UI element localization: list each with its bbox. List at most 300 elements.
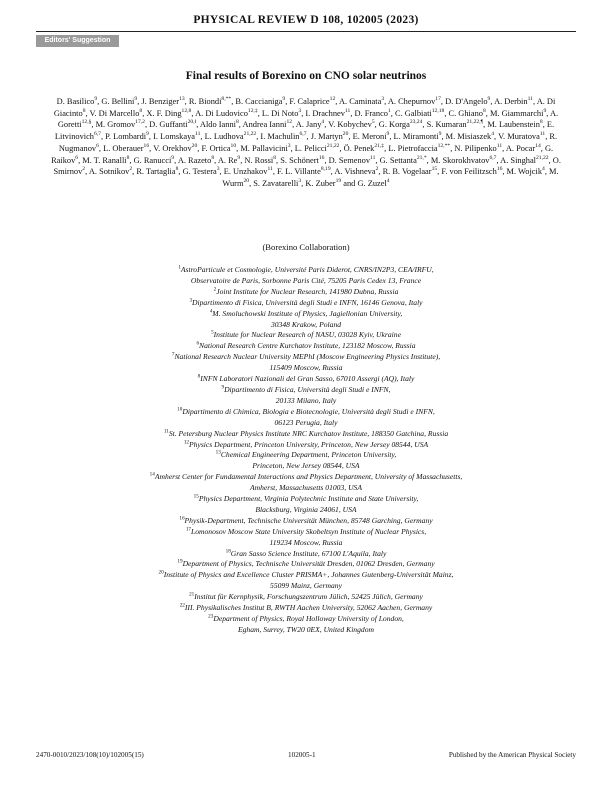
collaboration-name: (Borexino Collaboration) bbox=[262, 242, 350, 252]
author-name: D. Guffanti bbox=[149, 120, 188, 130]
author-entry bbox=[329, 156, 376, 165]
author-affiliation-marker: 11 bbox=[370, 154, 376, 161]
author-entry bbox=[253, 179, 301, 188]
author-entry bbox=[344, 144, 385, 153]
author-affiliation-marker: 12 bbox=[286, 119, 293, 126]
author-name: M. T. Ranalli bbox=[82, 155, 127, 165]
author-affiliation-marker: 5 bbox=[371, 119, 375, 126]
affiliation-text: 115409 Moscow, Russia bbox=[269, 363, 343, 373]
author-affiliation-marker: 6,7 bbox=[299, 131, 307, 138]
author-name: A. Di Ludovico bbox=[195, 108, 248, 118]
author-affiliation-marker: 6 bbox=[96, 143, 99, 150]
affiliation-line bbox=[70, 592, 542, 603]
affiliation-line bbox=[70, 276, 542, 287]
author-affiliation-marker: 8 bbox=[539, 119, 543, 126]
author-affiliation-marker: 11 bbox=[496, 143, 503, 150]
author-affiliation-marker: 8 bbox=[82, 107, 86, 114]
author-name: Aldo Ianni bbox=[199, 120, 236, 130]
affiliation-entry bbox=[70, 287, 542, 298]
author-entry bbox=[295, 144, 340, 153]
author-entry bbox=[449, 109, 486, 118]
author-entry bbox=[305, 109, 350, 118]
affiliation-number: 12 bbox=[183, 438, 190, 445]
author-affiliation-marker: 3 bbox=[298, 178, 302, 185]
affiliation-line bbox=[70, 396, 542, 407]
author-affiliation-marker: 12,§ bbox=[81, 119, 92, 126]
author-entry bbox=[445, 97, 490, 106]
author-affiliation-marker: 11 bbox=[539, 131, 546, 138]
affiliation-text: Gran Sasso Science Institute, 67100 L'Aquila, Italy bbox=[230, 548, 387, 558]
author-name: R. Nugmanov bbox=[58, 132, 558, 153]
author-name: A. Goretti bbox=[57, 108, 559, 130]
author-affiliation-marker: 9 bbox=[487, 96, 491, 103]
author-name: Andrea Ianni bbox=[242, 120, 287, 130]
affiliation-number: 16 bbox=[179, 515, 185, 522]
affiliation-text: Chemical Engineering Department, Princeton University, bbox=[220, 450, 397, 460]
affiliation-entry bbox=[70, 592, 542, 603]
affiliation-text: Observatoire de Paris, Sorbonne Paris Cité, 75205 Paris Cedex 13, France bbox=[190, 275, 422, 285]
author-affiliation-marker: 21,‡ bbox=[374, 143, 385, 150]
affiliation-text: Physics Department, Virginia Polytechnic Institute and State University, bbox=[198, 494, 419, 504]
affiliation-number: 14 bbox=[149, 471, 155, 478]
author-affiliation-marker: 16 bbox=[318, 154, 325, 161]
affiliation-line bbox=[70, 538, 542, 549]
author-affiliation-marker: 12,8 bbox=[181, 107, 192, 114]
author-name: A. Jany bbox=[295, 120, 322, 130]
author-affiliation-marker: 8 bbox=[175, 166, 179, 173]
affiliation-text: Amherst Center for Fundamental Interactions and Physics Department, University of Massachusetts, bbox=[154, 472, 463, 482]
author-name: D. Franco bbox=[354, 108, 388, 118]
author-name: P. Lombardi bbox=[105, 132, 147, 142]
affiliation-line bbox=[70, 450, 542, 461]
affiliation-number: 3 bbox=[189, 297, 193, 304]
affiliation-entry bbox=[70, 440, 542, 451]
affiliation-line bbox=[70, 330, 542, 341]
affiliation-text: St. Petersburg Nuclear Physics Institute NRC Kurchatov Institute, 188350 Gatchina, Russia bbox=[168, 428, 449, 438]
author-affiliation-marker: 19 bbox=[335, 178, 342, 185]
author-entry bbox=[506, 144, 541, 153]
author-entry bbox=[388, 97, 441, 106]
author-name: M. Pallavicini bbox=[240, 143, 288, 153]
journal-header: PHYSICAL REVIEW D 108, 102005 (2023) bbox=[193, 14, 419, 26]
author-name: F. von Feilitzsch bbox=[441, 167, 497, 177]
author-affiliation-marker: 11 bbox=[267, 166, 273, 173]
affiliation-text: Amherst, Massachusetts 01003, USA bbox=[249, 483, 362, 493]
affiliation-number: 22 bbox=[179, 602, 185, 609]
author-affiliation-marker: 11 bbox=[527, 96, 533, 103]
author-entry bbox=[487, 120, 542, 129]
author-name: L. Oberauer bbox=[103, 143, 144, 153]
author-affiliation-marker: 10 bbox=[230, 143, 237, 150]
author-entry bbox=[90, 109, 143, 118]
author-name: C. Galbiati bbox=[394, 108, 432, 118]
affiliation-text: 119234 Moscow, Russia bbox=[269, 537, 343, 547]
affiliation-entry bbox=[70, 614, 542, 636]
author-affiliation-marker: 9 bbox=[237, 154, 241, 161]
affiliation-line bbox=[70, 363, 542, 374]
author-entry bbox=[195, 109, 258, 118]
affiliation-number: 23 bbox=[208, 613, 214, 620]
affiliation-text: 06123 Perugia, Italy bbox=[274, 417, 338, 427]
author-entry bbox=[427, 120, 484, 129]
affiliation-text: Joint Institute for Nuclear Research, 141980 Dubna, Russia bbox=[216, 286, 399, 296]
author-name: S. Schönert bbox=[280, 155, 319, 165]
author-name: S. Kumaran bbox=[426, 120, 467, 130]
affiliation-line bbox=[70, 472, 542, 483]
author-affiliation-marker: 8 bbox=[235, 119, 239, 126]
author-affiliation-marker: 9 bbox=[282, 96, 286, 103]
author-affiliation-marker: 4 bbox=[321, 119, 325, 126]
author-affiliation-marker: 9 bbox=[146, 131, 149, 138]
author-name: A. Re bbox=[217, 155, 238, 165]
affiliation-number: 5 bbox=[211, 329, 214, 336]
author-affiliation-marker: 2 bbox=[375, 166, 379, 173]
affiliation-entry bbox=[70, 341, 542, 352]
author-name: G. Settanta bbox=[379, 155, 417, 165]
author-entry bbox=[89, 167, 132, 176]
author-name: N. Pilipenko bbox=[454, 143, 497, 153]
affiliation-text: Department of Physics, Royal Holloway University of London, bbox=[213, 614, 404, 623]
author-list: D. Basilico$^9$, G. Bellini$^9$, J. Benziger$^{13}$, R. Biondi$^{8,**}$, B. Caccianiga$^9$, F. Calaprice$^{12}$, A. Caminata$^3$, A. Chepurnov$^{17}$, D. D'Angelo$^9$, A. Derbin$^{11}$, A. Di Giacinto$^8$, V. Di Marcello$^8$, X. F. Ding$^{12,8}$, A. Di Ludovico$^{12,\ddagger}$, L. Di Noto$^3$, I. Drachnev$^{11}$, D. Franco$^1$, C. Galbiati$^{12,18}$, C. Ghiano$^8$, M. Giammarchi$^9$, A. Goretti$^{12,\S}$, M. Gromov$^{17,2}$, D. Guffanti$^{20,‖}$, Aldo Ianni$^8$, Andrea Ianni$^{12}$, A. Jany$^4$, V. Kobychev$^5$, G. Korga$^{23,24}$, S. Kumaran$^{21,22,\P}$, M. Laubenstein$^8$, E. Litvinovich$^{6,7}$, P. Lombardi$^9$, I. Lomskaya$^{11}$, L. Ludhova$^{21,22}$, I. Machulin$^{6,7}$, J. Martyn$^{20}$, E. Meroni$^9$, L. Miramonti$^9$, M. Misiaszek$^4$, V. Muratova$^{11}$, R. Nugmanov$^6$, L. Oberauer$^{16}$, V. Orekhov$^{20}$, F. Ortica$^{10}$, M. Pallavicini$^3$, L. Pelicci$^{21,22}$, Ö. Penek$^{21,\ddagger}$, L. Pietrofaccia$^{12,**}$, N. Pilipenko$^{11}$, A. Pocar$^{14}$, G. Raikov$^6$, M. T. Ranalli$^8$, G. Ranucci$^9$, A. Razeto$^8$, A. Re$^9$, N. Rossi$^8$, S. Schönert$^{16}$, D. Semenov$^{11}$, G. Settanta$^{21,*}$, M. Skorokhvatov$^{6,7}$, A. Singhal$^{21,22}$, O. Smirnov$^2$, A. Sotnikov$^2$, R. Tartaglia$^8$, G. Testera$^3$, E. Unzhakov$^{11}$, F. L. Villante$^{8,19}$, A. Vishneva$^2$, R. B. Vogelaar$^{15}$, F. von Feilitzsch$^{16}$, M. Wojcik$^4$, M. Wurm$^{20}$, S. Zavatarelli$^3$, K. Zuber$^{19}$ and G. Zuzel$^4$ bbox=[51, 96, 561, 188]
affiliation-text: Department of Physics, Technische Universität Dresden, 01062 Dresden, Germany bbox=[182, 559, 435, 569]
author-entry bbox=[353, 132, 390, 141]
affiliation-number: 21 bbox=[189, 591, 195, 598]
affiliation-number: 15 bbox=[193, 493, 199, 500]
author-name: N. Rossi bbox=[244, 155, 274, 165]
affiliation-text: Dipartimento di Chimica, Biologia e Biotecnologie, Università degli Studi e INFN, bbox=[182, 406, 435, 416]
author-affiliation-marker: 16 bbox=[143, 143, 150, 150]
affiliation-list bbox=[70, 265, 542, 636]
author-name: O. Smirnov bbox=[53, 155, 561, 177]
author-entry bbox=[178, 156, 214, 165]
author-entry bbox=[507, 167, 545, 176]
affiliation-entry bbox=[70, 330, 542, 341]
affiliation-number: 18 bbox=[225, 548, 231, 555]
author-name: B. Caccianiga bbox=[235, 97, 283, 106]
affiliation-entry bbox=[70, 298, 542, 309]
affiliation-line bbox=[70, 440, 542, 451]
author-name: A. Di Giacinto bbox=[53, 97, 556, 118]
author-affiliation-marker: 17 bbox=[435, 96, 441, 103]
affiliation-entry bbox=[70, 407, 542, 429]
author-entry bbox=[339, 97, 384, 106]
author-entry bbox=[454, 144, 502, 153]
affiliation-text: Physik-Department, Technische Universität München, 85748 Garching, Germany bbox=[184, 515, 433, 525]
author-entry bbox=[395, 109, 444, 118]
author-name: A. Derbin bbox=[494, 97, 528, 106]
author-name: M. Laubenstein bbox=[487, 120, 540, 130]
author-affiliation-marker: 21,22 bbox=[326, 143, 340, 150]
author-name: A. Sotnikov bbox=[88, 167, 130, 177]
affiliation-line bbox=[70, 625, 542, 636]
author-entry bbox=[334, 167, 378, 176]
author-entry bbox=[153, 144, 197, 153]
author-entry bbox=[82, 156, 129, 165]
affiliation-line bbox=[70, 581, 542, 592]
author-name: L. Miramonti bbox=[393, 132, 439, 142]
author-name: F. L. Villante bbox=[277, 167, 321, 177]
affiliation-entry bbox=[70, 374, 542, 385]
author-name: A. Pocar bbox=[505, 143, 536, 153]
affiliation-entry bbox=[70, 603, 542, 614]
author-affiliation-marker: 14 bbox=[535, 143, 541, 150]
affiliation-text: III. Physikalisches Institut B, RWTH Aachen University, 52062 Aachen, Germany bbox=[184, 603, 433, 613]
author-affiliation-marker: 2 bbox=[129, 166, 133, 173]
author-entry bbox=[355, 109, 391, 118]
author-entry bbox=[244, 156, 276, 165]
author-affiliation-marker: 8,19 bbox=[320, 166, 331, 173]
affiliation-line bbox=[70, 549, 542, 560]
author-name: J. Benziger bbox=[141, 97, 180, 106]
author-entry bbox=[189, 97, 231, 106]
author-name: J. Martyn bbox=[310, 132, 343, 142]
author-entry bbox=[446, 132, 494, 141]
author-name: E. Litvinovich bbox=[54, 120, 555, 142]
author-entry bbox=[153, 132, 200, 141]
affiliation-text: AstroParticule et Cosmologie, Université Paris Diderot, CNRS/IN2P3, CEA/IRFU, bbox=[180, 265, 434, 274]
affiliation-line bbox=[70, 429, 542, 440]
footer-issn: 2470-0010/2023/108(10)/102005(15) bbox=[36, 751, 144, 759]
author-affiliation-marker: 12,‡ bbox=[247, 107, 258, 114]
affiliation-number: 9 bbox=[221, 384, 225, 391]
author-affiliation-marker: 9 bbox=[171, 154, 175, 161]
author-affiliation-marker: 21,22 bbox=[536, 154, 549, 161]
author-entry bbox=[243, 120, 293, 129]
affiliation-line bbox=[70, 483, 542, 494]
author-affiliation-marker: 3 bbox=[298, 107, 302, 114]
affiliation-number: 6 bbox=[196, 340, 200, 347]
author-entry bbox=[146, 109, 191, 118]
author-entry bbox=[328, 120, 374, 129]
affiliation-line bbox=[70, 494, 542, 505]
author-name: G. Ranucci bbox=[133, 155, 172, 165]
affiliation-line bbox=[70, 516, 542, 527]
affiliation-line bbox=[70, 559, 542, 570]
page-footer bbox=[36, 751, 576, 761]
author-affiliation-marker: 6,7 bbox=[93, 131, 101, 138]
affiliation-entry bbox=[70, 559, 542, 570]
footer-publisher: Published by the American Physical Society bbox=[448, 751, 576, 759]
affiliation-text: Institute for Nuclear Research of NASU, 03028 Kyiv, Ukraine bbox=[213, 330, 401, 340]
author-name: A. Singhal bbox=[500, 155, 536, 165]
author-name: F. Ortica bbox=[201, 143, 231, 153]
author-name: G. Korga bbox=[378, 120, 410, 130]
affiliation-text: Lomonosov Moscow State University Skobeltsyn Institute of Nuclear Physics, bbox=[191, 526, 427, 536]
author-affiliation-marker: 4 bbox=[491, 131, 495, 138]
author-name: V. Di Marcello bbox=[89, 108, 140, 118]
author-affiliation-marker: 9 bbox=[438, 131, 442, 138]
author-affiliation-marker: 8 bbox=[211, 154, 215, 161]
author-affiliation-marker: 6 bbox=[75, 154, 79, 161]
editors-suggestion-badge: Editors' Suggestion bbox=[36, 35, 119, 47]
author-entry bbox=[134, 156, 174, 165]
author-affiliation-marker: 16 bbox=[496, 166, 503, 173]
author-entry bbox=[218, 156, 240, 165]
affiliation-text: M. Smoluchowski Institute of Physics, Jagiellonian University, bbox=[212, 308, 403, 318]
author-entry bbox=[380, 156, 427, 165]
author-name: and G. Zuzel bbox=[343, 178, 387, 188]
author-entry bbox=[280, 156, 324, 165]
paper-title: Final results of Borexino on CNO solar neutrinos bbox=[185, 70, 427, 82]
author-entry bbox=[96, 120, 145, 129]
author-name: C. Ghiano bbox=[448, 108, 483, 118]
author-name: R. Tartaglia bbox=[136, 167, 176, 177]
author-name: M. Wojcik bbox=[506, 167, 543, 177]
author-affiliation-marker: 11 bbox=[344, 107, 351, 114]
author-affiliation-marker: 12 bbox=[329, 96, 336, 103]
affiliation-text: 20133 Milano, Italy bbox=[275, 395, 337, 405]
affiliation-number: 11 bbox=[163, 428, 169, 435]
author-name: A. Caminata bbox=[338, 97, 382, 106]
author-name: L. Pietrofaccia bbox=[388, 143, 438, 153]
author-affiliation-marker: 6,7 bbox=[489, 154, 497, 161]
affiliation-number: 13 bbox=[215, 449, 221, 456]
affiliation-entry bbox=[70, 570, 542, 592]
author-name: L. Di Noto bbox=[261, 108, 299, 118]
affiliation-line bbox=[70, 352, 542, 363]
affiliation-text: 30348 Krakow, Poland bbox=[270, 319, 342, 329]
affiliation-entry bbox=[70, 309, 542, 331]
author-affiliation-marker: 9 bbox=[543, 107, 547, 114]
author-affiliation-marker: 8 bbox=[482, 107, 486, 114]
affiliation-text: Institut für Kernphysik, Forschungszentrum Jülich, 52425 Jülich, Germany bbox=[194, 592, 423, 602]
author-name: L. Pelicci bbox=[294, 143, 327, 153]
affiliation-line bbox=[70, 461, 542, 472]
affiliation-entry bbox=[70, 450, 542, 472]
author-name: Ö. Penek bbox=[343, 143, 375, 153]
author-name: D. D'Angelo bbox=[445, 97, 488, 106]
author-entry bbox=[101, 97, 137, 106]
affiliation-line bbox=[70, 320, 542, 331]
author-entry bbox=[343, 179, 389, 188]
author-name: G. Bellini bbox=[101, 97, 135, 106]
author-name: D. Semenov bbox=[328, 155, 371, 165]
author-affiliation-marker: 9 bbox=[134, 96, 138, 103]
author-affiliation-marker: 20 bbox=[191, 143, 198, 150]
affiliation-line bbox=[70, 570, 542, 581]
affiliation-entry bbox=[70, 516, 542, 527]
author-name: E. Unzhakov bbox=[223, 167, 268, 177]
author-affiliation-marker: 3 bbox=[381, 96, 385, 103]
author-name: I. Machulin bbox=[260, 132, 300, 142]
affiliation-number: 4 bbox=[209, 308, 213, 315]
affiliation-text: Dipartimento di Fisica, Università degli Studi e INFN, 16146 Genova, Italy bbox=[192, 297, 423, 307]
author-affiliation-marker: 20,‖ bbox=[187, 119, 197, 126]
author-name: E. Meroni bbox=[352, 132, 387, 142]
author-affiliation-marker: 8 bbox=[139, 107, 143, 114]
author-name: A. Vishneva bbox=[334, 167, 376, 177]
author-entry bbox=[205, 132, 257, 141]
author-affiliation-marker: 8,** bbox=[221, 96, 232, 103]
author-name: K. Zuber bbox=[305, 178, 336, 188]
affiliation-text: Egham, Surrey, TW20 0EX, United Kingdom bbox=[238, 624, 374, 634]
author-affiliation-marker: 9 bbox=[94, 96, 98, 103]
author-entry bbox=[394, 132, 442, 141]
affiliation-line bbox=[70, 309, 542, 320]
affiliation-line bbox=[70, 287, 542, 298]
affiliation-entry bbox=[70, 352, 542, 374]
author-entry bbox=[296, 120, 324, 129]
author-entry bbox=[383, 167, 438, 176]
affiliation-number: 2 bbox=[213, 286, 217, 293]
affiliation-entry bbox=[70, 527, 542, 549]
author-name: S. Zavatarelli bbox=[253, 178, 299, 188]
author-entry bbox=[136, 167, 178, 176]
author-name: I. Lomskaya bbox=[153, 132, 195, 142]
author-affiliation-marker: 4 bbox=[542, 166, 545, 173]
affiliation-line bbox=[70, 385, 542, 396]
footer-page-number: 102005-1 bbox=[288, 751, 316, 759]
author-entry bbox=[277, 167, 331, 176]
author-affiliation-marker: 13 bbox=[179, 96, 185, 103]
affiliation-text: Dipartimento di Fisica, Università degli Studi e INFN, bbox=[224, 384, 391, 394]
author-affiliation-marker: 4 bbox=[386, 178, 390, 185]
author-affiliation-marker: 8 bbox=[273, 154, 277, 161]
author-name: M. Skorokhvatov bbox=[430, 155, 490, 165]
author-entry bbox=[149, 120, 196, 129]
affiliation-line bbox=[70, 407, 542, 418]
author-name: G. Testera bbox=[182, 167, 217, 177]
author-entry bbox=[498, 132, 545, 141]
affiliation-text: National Research Centre Kurchatov Institute, 123182 Moscow, Russia bbox=[199, 341, 416, 351]
author-entry bbox=[240, 144, 290, 153]
author-name: D. Basilico bbox=[56, 97, 95, 106]
affiliation-line bbox=[70, 298, 542, 309]
author-entry bbox=[103, 144, 149, 153]
author-affiliation-marker: 21,22,¶ bbox=[466, 119, 484, 126]
author-entry bbox=[441, 167, 502, 176]
author-name: L. Ludhova bbox=[204, 132, 244, 142]
affiliation-line bbox=[70, 265, 542, 276]
author-name: M. Gromov bbox=[95, 120, 136, 130]
author-entry bbox=[235, 97, 285, 106]
affiliation-text: Institute of Physics and Excellence Cluster PRISMA+, Johannes Gutenberg-Universität Mainz, bbox=[163, 570, 454, 580]
affiliation-text: Physics Department, Princeton University, Princeton, New Jersey 08544, USA bbox=[189, 439, 429, 449]
author-name: M. Giammarchi bbox=[489, 108, 544, 118]
author-affiliation-marker: 15 bbox=[431, 166, 438, 173]
author-affiliation-marker: 9 bbox=[386, 131, 390, 138]
author-name: M. Wurm bbox=[222, 167, 559, 188]
affiliation-entry bbox=[70, 494, 542, 516]
affiliation-number: 8 bbox=[197, 373, 201, 380]
author-entry bbox=[260, 132, 306, 141]
author-affiliation-marker: 12,** bbox=[437, 143, 451, 150]
affiliation-entry bbox=[70, 549, 542, 560]
author-name: I. Drachnev bbox=[305, 108, 345, 118]
author-entry bbox=[105, 132, 149, 141]
author-entry bbox=[289, 97, 335, 106]
author-entry bbox=[494, 97, 533, 106]
author-affiliation-marker: 11 bbox=[194, 131, 201, 138]
author-name: V. Kobychev bbox=[328, 120, 372, 130]
author-entry bbox=[141, 97, 184, 106]
affiliation-text: Princeton, New Jersey 08544, USA bbox=[252, 461, 360, 471]
affiliation-number: 17 bbox=[185, 526, 191, 533]
author-affiliation-marker: 23,24 bbox=[409, 119, 423, 126]
author-name: M. Misiaszek bbox=[445, 132, 492, 142]
author-entry bbox=[431, 156, 497, 165]
author-affiliation-marker: 1 bbox=[388, 107, 391, 114]
author-affiliation-marker: 17,2 bbox=[135, 119, 145, 126]
author-entry bbox=[388, 144, 450, 153]
affiliation-text: Blacksburg, Virginia 24061, USA bbox=[255, 504, 357, 514]
author-affiliation-marker: 21,* bbox=[416, 154, 427, 161]
affiliation-entry bbox=[70, 429, 542, 440]
affiliation-number: 19 bbox=[177, 558, 183, 565]
affiliation-text: 55099 Mainz, Germany bbox=[270, 581, 342, 591]
affiliation-line bbox=[70, 614, 542, 625]
affiliation-entry bbox=[70, 472, 542, 494]
